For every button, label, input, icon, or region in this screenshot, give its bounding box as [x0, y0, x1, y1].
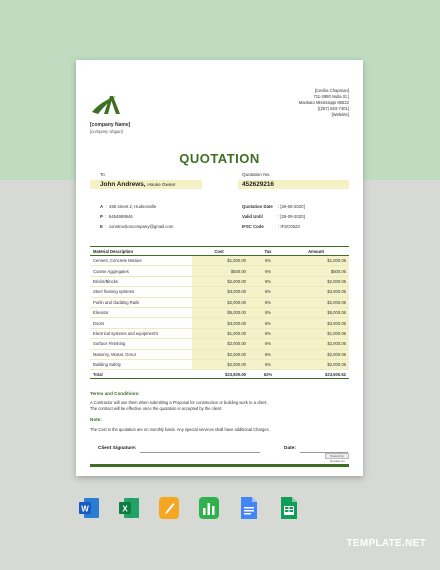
row-cost: $2,000.00 [192, 276, 250, 286]
row-cost: $1,000.00 [192, 328, 250, 338]
terms-line: The contract will be effective once the quotation is accepted by the client. [90, 405, 223, 411]
table-row [90, 307, 349, 317]
row-cost: $3,000.00 [192, 318, 250, 328]
contact-line: [Cecilia Chapman] [314, 88, 349, 93]
svg-text:W: W [81, 504, 89, 514]
table-row [90, 318, 349, 328]
row-cost: $2,000.00 [192, 339, 250, 349]
header-amount: Amount [308, 248, 324, 254]
total-tax: 62% [250, 370, 286, 379]
total-label: Total [90, 370, 192, 379]
materials-table [90, 246, 349, 379]
phone-value: 5454989546 [108, 214, 133, 219]
header-tax: Tax [264, 248, 272, 254]
table-header-row [90, 247, 349, 256]
row-amount: $1,000.06 [286, 256, 349, 266]
pages-icon[interactable] [158, 496, 180, 520]
row-amount: $2,000.06 [286, 297, 349, 307]
phone-key: P [100, 214, 103, 219]
quotation-no-label: Quotation No. [242, 172, 271, 177]
phone-row: P : 5454989546 [100, 214, 133, 219]
row-cost: $500.00 [192, 266, 250, 276]
address-row: A : 455 street 2, Hudsonville [100, 204, 157, 209]
row-description: Bricks/Blocks [90, 276, 192, 286]
row-tax: 6% [250, 276, 286, 286]
row-description: Electrical systems and equipment's [90, 328, 192, 338]
address-key: A [100, 204, 104, 209]
table-row [90, 266, 349, 276]
note-heading: Note: [90, 417, 102, 422]
valid-until-key: Valid Until [242, 214, 263, 219]
table-row [90, 256, 349, 266]
page-title: QUOTATION [179, 151, 260, 166]
quotation-date-value: [26-08-2020] [280, 204, 305, 209]
row-cost: $2,000.00 [192, 349, 250, 359]
terms-line: A Contractor will use them when submitting a Proposal for construction or building work to a client. [90, 400, 268, 405]
row-cost: $5,000.00 [192, 307, 250, 317]
quotation-number: 452629216 [242, 181, 274, 188]
brand-watermark: TEMPLATE.NET [346, 538, 426, 549]
table-row [90, 276, 349, 286]
table-total-row [90, 370, 349, 379]
ifsc-key: IFSC Code [242, 224, 264, 229]
svg-text:X: X [122, 504, 128, 514]
table-row [90, 349, 349, 359]
client-name [100, 181, 175, 188]
contact-line: Mankato Mississippi 96522 [298, 100, 349, 105]
row-description: Coarse Aggregates [90, 266, 192, 276]
client-role: House Owner [147, 182, 176, 187]
email-value: constructioncompany@gmail.com [108, 224, 174, 229]
total-cost: $23,500.00 [192, 370, 250, 379]
ifsc-value: IFSC0523 [280, 224, 300, 229]
client-signature-label: Client Signature: [98, 446, 137, 451]
row-amount: $2,000.06 [286, 339, 349, 349]
word-icon[interactable] [78, 496, 100, 520]
table-row [90, 339, 349, 349]
row-tax: 6% [250, 256, 286, 266]
company-logo-icon [90, 90, 124, 118]
contact-line: [(257) 563-7401] [318, 106, 349, 111]
row-tax: 6% [250, 328, 286, 338]
row-tax: 6% [250, 307, 286, 317]
row-description: Surface Finishing [90, 339, 192, 349]
company-name: [company Name] [90, 122, 131, 128]
email-key: E [100, 224, 103, 229]
row-amount: $500.06 [286, 266, 349, 276]
table-row [90, 328, 349, 338]
row-cost: $2,000.00 [192, 359, 250, 369]
row-amount: $1,000.06 [286, 328, 349, 338]
row-description: Cement, Concrete Mixture [90, 256, 192, 266]
powered-by-badge: Powered by Template.net [325, 453, 349, 459]
row-cost: $2,000.00 [192, 297, 250, 307]
row-description: Steel framing systems [90, 287, 192, 297]
row-tax: 6% [250, 349, 286, 359]
header-cost: Cost [214, 248, 224, 254]
terms-text [90, 400, 349, 411]
quotation-document [76, 60, 363, 476]
row-tax: 6% [250, 318, 286, 328]
row-amount: $2,000.06 [286, 349, 349, 359]
table-row [90, 297, 349, 307]
client-name-text: John Andrews, [100, 181, 146, 188]
valid-until-row: Valid Until : [26-09-2020] [242, 214, 305, 219]
row-cost: $1,000.00 [192, 256, 250, 266]
row-tax: 6% [250, 266, 286, 276]
row-tax: 6% [250, 359, 286, 369]
row-amount: $3,000.06 [286, 318, 349, 328]
table-row [90, 287, 349, 297]
numbers-icon[interactable] [198, 496, 220, 520]
row-description: Building Safety [90, 359, 192, 369]
date-label: Date: [284, 446, 296, 451]
address-value: 455 street 2, Hudsonville [109, 204, 157, 209]
excel-icon[interactable] [118, 496, 140, 520]
row-amount: $5,000.06 [286, 307, 349, 317]
google-docs-icon[interactable] [238, 496, 260, 520]
signature-line [140, 452, 260, 453]
row-amount: $3,000.06 [286, 287, 349, 297]
to-label: To [100, 172, 105, 177]
table-row [90, 359, 349, 369]
row-tax: 6% [250, 297, 286, 307]
valid-until-value: [26-09-2020] [280, 214, 305, 219]
company-slogan: [company slogan] [90, 129, 123, 134]
row-description: Doors [90, 318, 192, 328]
row-tax: 6% [250, 287, 286, 297]
ifsc-row: IFSC Code : IFSC0523 [242, 224, 300, 229]
total-amount: $23,500.62 [286, 370, 349, 379]
row-tax: 6% [250, 339, 286, 349]
footer-bar [90, 464, 349, 467]
contact-line: [Website] [331, 112, 349, 117]
quotation-date-key: Quotation Date [242, 204, 273, 209]
contact-block [299, 88, 349, 118]
row-cost: $3,000.00 [192, 287, 250, 297]
email-row: E : constructioncompany@gmail.com [100, 224, 174, 229]
row-description: Elevator [90, 307, 192, 317]
app-icons [78, 496, 328, 522]
google-sheets-icon[interactable] [278, 496, 300, 520]
row-amount: $2,000.06 [286, 359, 349, 369]
quotation-date-row: Quotation Date : [26-08-2020] [242, 204, 305, 209]
row-description: Masonry, Mortar, Grout [90, 349, 192, 359]
row-amount: $2,000.06 [286, 276, 349, 286]
terms-heading: Terms and Conditions: [90, 391, 140, 396]
note-text: The Cost in the quotation are on monthly basis. Any special services shall have additional Charges. [90, 427, 270, 432]
contact-line: 711-2880 Nulla St.] [313, 94, 349, 99]
header-description: Material Description [93, 248, 134, 254]
row-description: Purlin and cladding Rails [90, 297, 192, 307]
